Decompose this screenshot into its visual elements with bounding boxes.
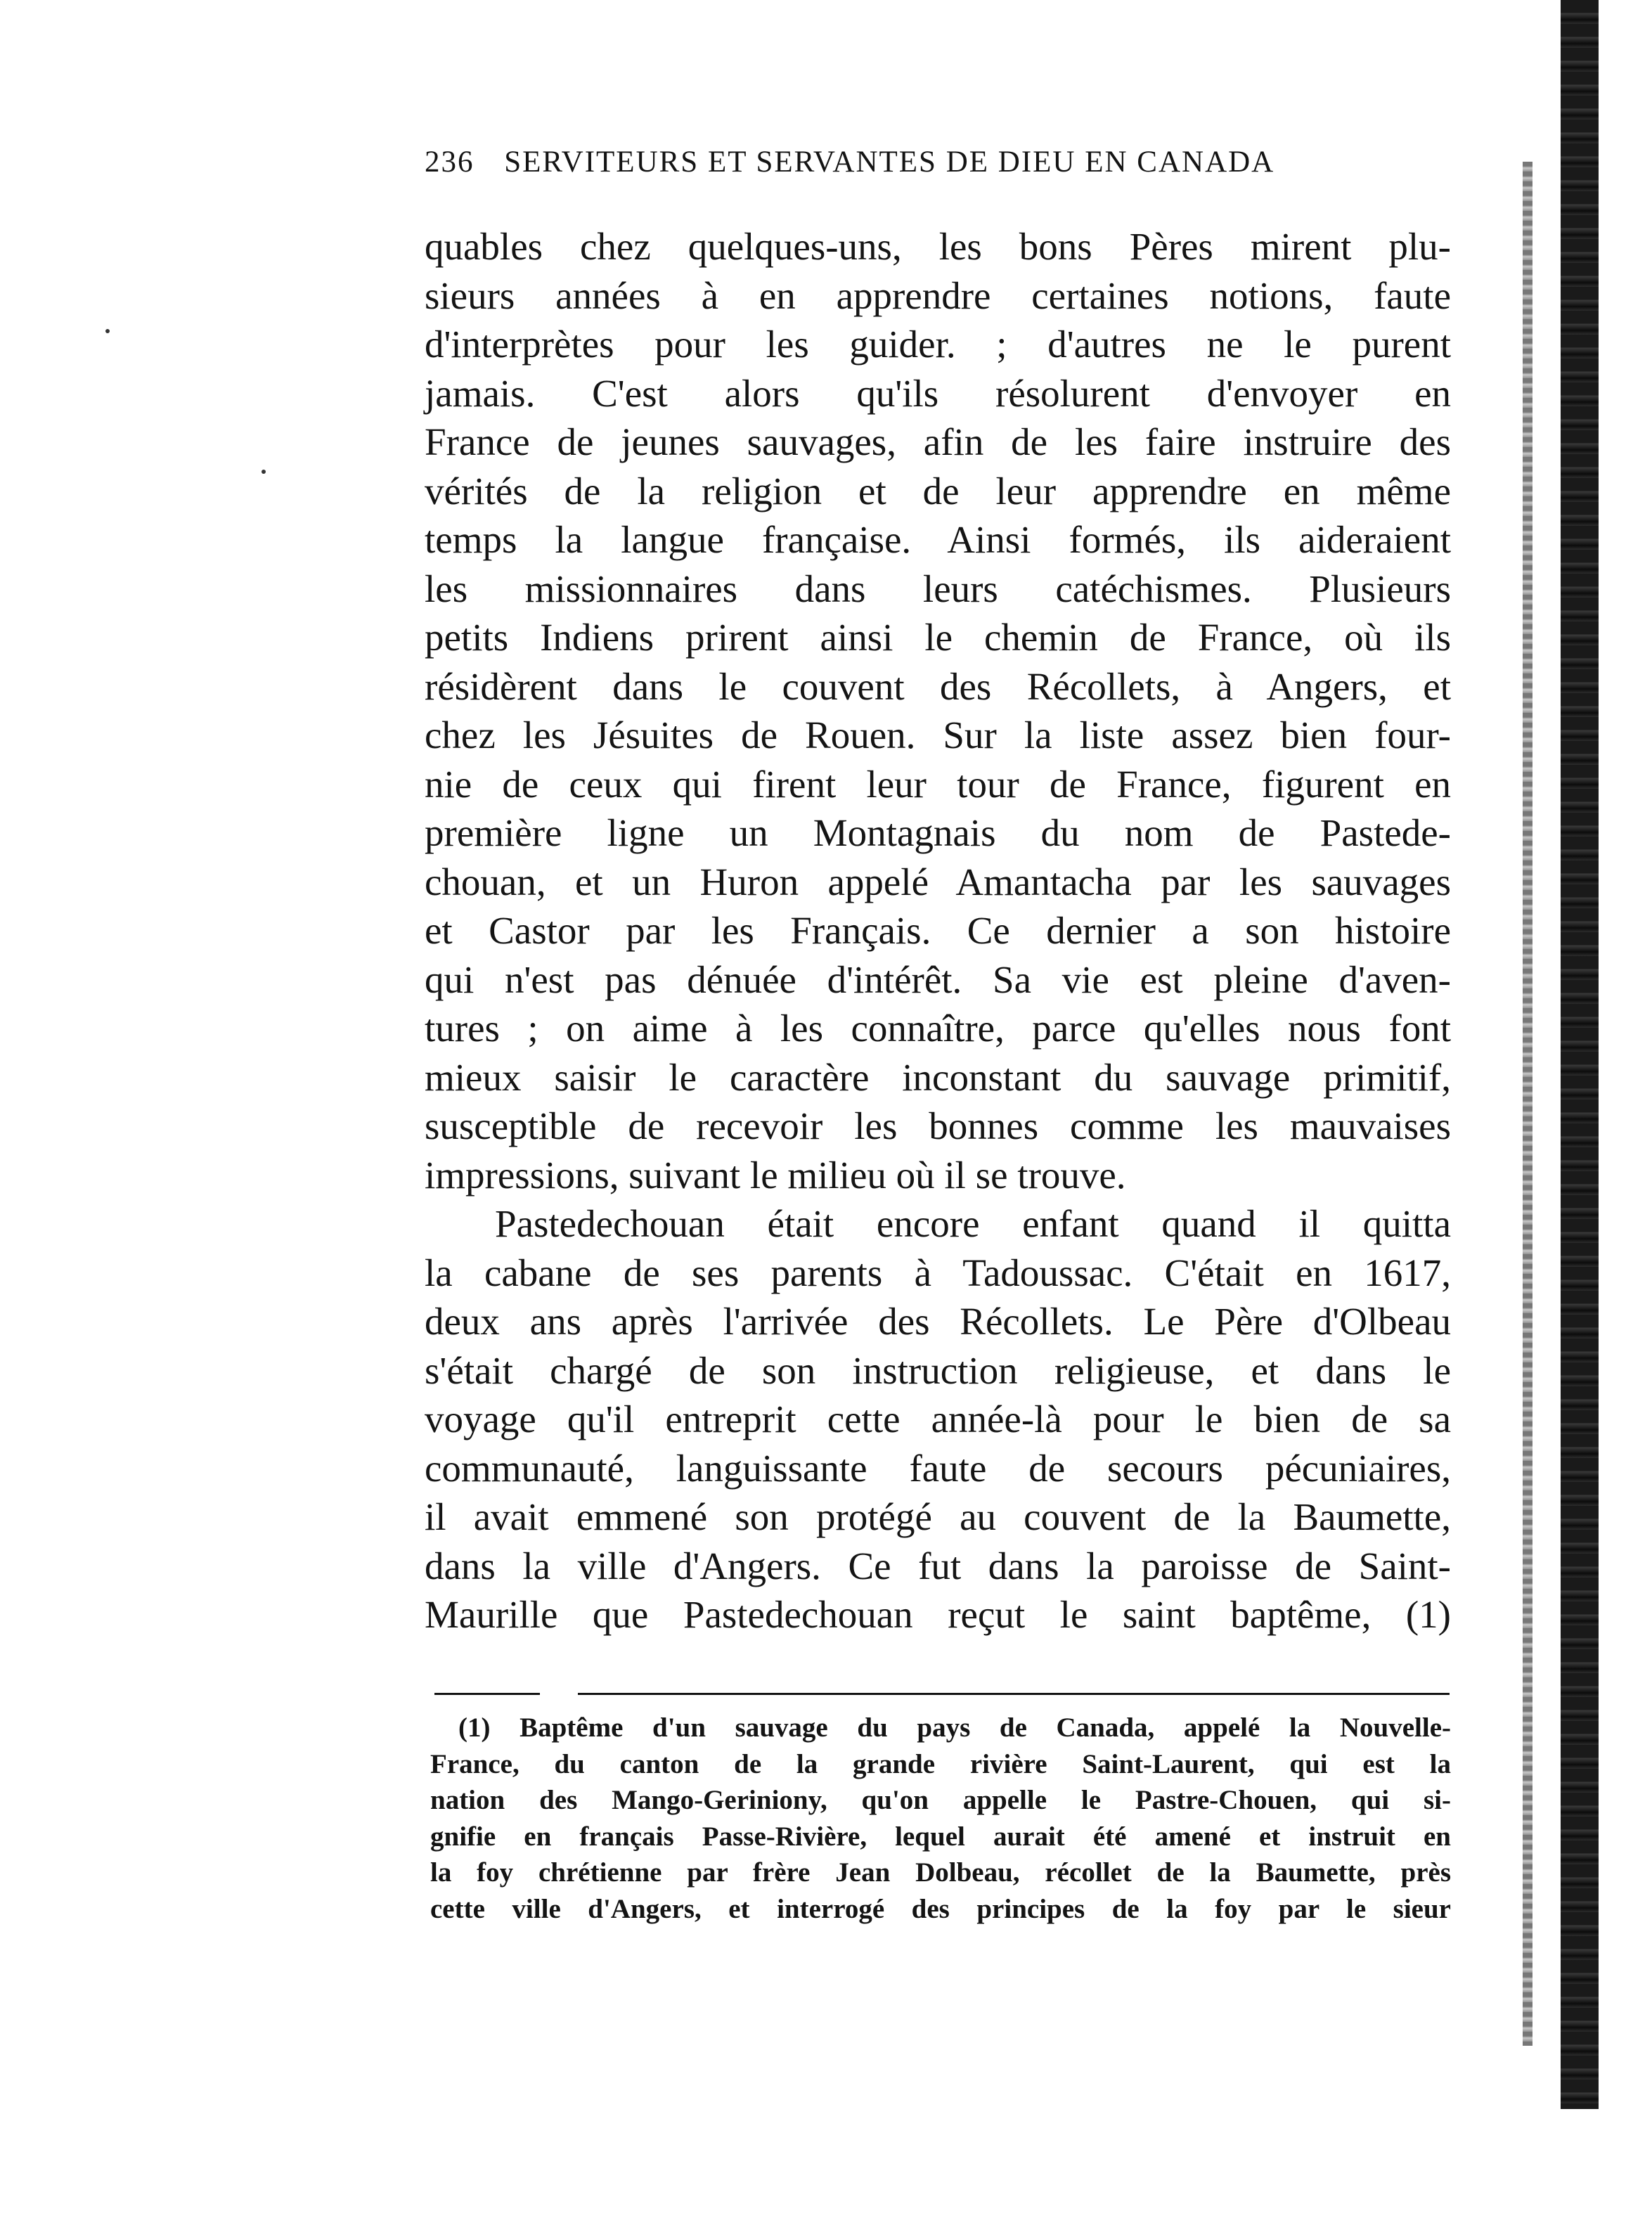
text-line: impressions, suivant le milieu où il se trouve. — [425, 1153, 1126, 1197]
footnote-divider — [434, 1693, 540, 1695]
text-line: les missionnaires dans leurs catéchismes. Plusieurs — [425, 567, 1451, 610]
running-header — [425, 145, 1395, 179]
footnote-line: gnifie en français Passe-Rivière, lequel aurait été amené et instruit en — [430, 1821, 1451, 1852]
footnote-line: (1) Baptême d'un sauvage du pays de Canada, appelé la Nouvelle- — [458, 1713, 1451, 1743]
text-line: jamais. C'est alors qu'ils résolurent d'envoyer en — [425, 371, 1451, 415]
text-line: Pastedechouan était encore enfant quand il quitta — [495, 1202, 1451, 1245]
text-line: mieux saisir le caractère inconstant du sauvage primitif, — [425, 1055, 1451, 1099]
footnote-line: France, du canton de la grande rivière Saint-Laurent, qui est la — [430, 1748, 1451, 1779]
text-line: voyage qu'il entreprit cette année-là pour le bien de sa — [425, 1398, 1451, 1440]
text-line: première ligne un Montagnais du nom de Pastede- — [425, 811, 1451, 854]
footnote-divider — [578, 1693, 1450, 1695]
scan-speck — [262, 470, 266, 474]
text-line: susceptible de recevoir les bonnes comme les mauvaises — [425, 1104, 1451, 1147]
text-line: France de jeunes sauvages, afin de les faire instruire des — [425, 420, 1451, 463]
text-line: chouan, et un Huron appelé Amantacha par les sauvages — [425, 860, 1451, 903]
text-line: deux ans après l'arrivée des Récollets. Le Père d'Olbeau — [425, 1300, 1451, 1343]
page-number: 236 — [425, 146, 475, 179]
footnote — [430, 1710, 1451, 1927]
running-title: SERVITEURS ET SERVANTES DE DIEU EN CANADA — [504, 146, 1275, 179]
text-line: communauté, languissante faute de secours pécuniaires, — [425, 1446, 1451, 1490]
text-line: et Castor par les Français. Ce dernier a son histoire — [425, 909, 1451, 952]
footnote-line: cette ville d'Angers, et interrogé des principes de la foy par le sieur — [430, 1893, 1451, 1924]
text-line: d'interprètes pour les guider. ; d'autres ne le purent — [425, 323, 1451, 366]
text-line: s'était chargé de son instruction religieuse, et dans le — [425, 1348, 1451, 1392]
text-line: dans la ville d'Angers. Ce fut dans la paroisse de Saint- — [425, 1544, 1451, 1587]
scanned-page-edge — [1561, 0, 1599, 2109]
scan-speck — [105, 329, 110, 333]
footnote-line: la foy chrétienne par frère Jean Dolbeau, récollet de la Baumette, près — [430, 1857, 1451, 1888]
scanned-page-edge-shadow — [1523, 162, 1532, 2046]
footnote-line: nation des Mango-Geriniony, qu'on appelle le Pastre-Chouen, qui si- — [430, 1785, 1451, 1815]
text-line: nie de ceux qui firent leur tour de France, figurent en — [425, 762, 1451, 806]
text-line: il avait emmené son protégé au couvent de la Baumette, — [425, 1495, 1451, 1538]
text-line: la cabane de ses parents à Tadoussac. C'était en 1617, — [425, 1251, 1451, 1294]
text-line: qui n'est pas dénuée d'intérêt. Sa vie est pleine d'aven- — [425, 958, 1451, 1001]
text-line: chez les Jésuites de Rouen. Sur la liste assez bien four- — [425, 714, 1451, 756]
text-line: sieurs années à en apprendre certaines notions, faute — [425, 273, 1451, 317]
main-text — [425, 222, 1451, 1639]
text-line: quables chez quelques-uns, les bons Pères mirent plu- — [425, 225, 1451, 268]
text-line: vérités de la religion et de leur apprendre en même — [425, 469, 1451, 512]
text-line: petits Indiens prirent ainsi le chemin de France, où ils — [425, 616, 1451, 659]
text-line: temps la langue française. Ainsi formés, ils aideraient — [425, 518, 1451, 561]
text-line: tures ; on aime à les connaître, parce qu'elles nous font — [425, 1007, 1451, 1050]
text-line: résidèrent dans le couvent des Récollets, à Angers, et — [425, 664, 1451, 708]
text-line: Maurille que Pastedechouan reçut le saint baptême, (1) — [425, 1593, 1451, 1636]
